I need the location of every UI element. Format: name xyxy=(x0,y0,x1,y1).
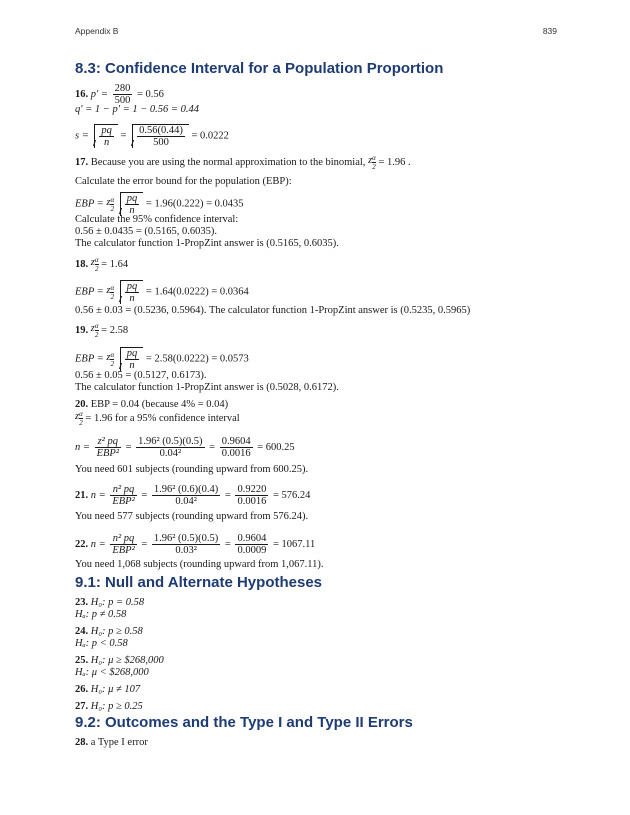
fraction xyxy=(125,193,140,216)
equation-rhs: = 576.24 xyxy=(272,489,311,501)
answer-19-ebp xyxy=(75,347,249,371)
answer-19-line-1 xyxy=(75,322,128,339)
numerator: 1.96² (0.5)(0.5) xyxy=(138,436,203,447)
numerator: n² pq xyxy=(110,484,136,496)
numerator: 280 xyxy=(114,83,131,94)
alpha-over-2 xyxy=(110,196,114,213)
section-heading-9-2: 9.2: Outcomes and the Type I and Type II Errors xyxy=(75,714,413,731)
alpha: α xyxy=(110,350,115,359)
answer-20-equation: n = $\frac{\text{z² pq}}{\text{EBP²}}$ = $\frac{\text{1.96² (0.5)(0.5)}}{\text{0.04²}}$ = $\frac{0.9604}{0.0016}$ = 600.25 xyxy=(75,436,295,459)
answer-16-line-1 xyxy=(75,83,164,106)
two: 2 xyxy=(110,292,115,301)
answer-19-line-3: The calculator function 1-PropZint answer is (0.5028, 0.6172). xyxy=(75,382,339,393)
equation-rhs: = 0.0222 xyxy=(191,130,229,142)
answer-22-equation: 22. n = $\frac{\text{n² pq}}{\text{EBP²}}$ = $\frac{\text{1.96² (0.5)(0.5)}}{\text{0.03²}}$ = $\frac{0.9604}{0.0009}$ = 1067.11 xyxy=(75,533,316,556)
fraction xyxy=(136,436,204,459)
denominator: EBP² xyxy=(96,448,119,459)
answer-number: 21. xyxy=(75,489,89,501)
fraction xyxy=(235,484,268,507)
two: 2 xyxy=(372,163,376,171)
answer-19-line-2: 0.56 ± 0.05 = (0.5127, 0.6173). xyxy=(75,370,207,381)
hypothesis-null: H₀: p ≥ 0.25 xyxy=(90,701,143,712)
fraction xyxy=(235,533,268,556)
answer-25-line-2: Hₐ: μ < $268,000 xyxy=(75,667,149,678)
page-number: 839 xyxy=(542,26,557,36)
answer-21-equation: 21. n = $\frac{\text{n² pq}}{\text{EBP²}}$ = $\frac{\text{1.96² (0.6)(0.4)}}{\text{0.04²}}$ = $\frac{0.9220}{0.0016}$ = 576.24 xyxy=(75,484,311,507)
two: 2 xyxy=(110,359,115,368)
hypothesis-null: H₀: p ≥ 0.58 xyxy=(90,626,143,637)
z-symbol: z xyxy=(90,323,95,334)
denominator: 0.0016 xyxy=(221,448,251,459)
numerator: pq xyxy=(101,125,112,136)
alpha-over-2 xyxy=(95,322,99,339)
answer-21-line-2: You need 577 subjects (rounding upward from 576.24). xyxy=(75,511,309,522)
hypothesis-null: H₀: p = 0.58 xyxy=(90,597,145,608)
equation-rhs: = 1067.11 xyxy=(272,538,316,550)
numerator: pq xyxy=(126,193,138,204)
two: 2 xyxy=(79,419,83,427)
answer-text: EBP = 0.04 (because 4% = 0.04) xyxy=(90,399,229,410)
denominator: n xyxy=(129,205,135,216)
alpha-over-2 xyxy=(110,284,114,301)
fraction xyxy=(110,484,136,507)
answer-23-line-2: Hₐ: p ≠ 0.58 xyxy=(75,609,127,620)
two: 2 xyxy=(110,204,115,213)
alpha: α xyxy=(110,283,115,292)
answer-17-line-4: 0.56 ± 0.0435 = (0.5165, 0.6035). xyxy=(75,226,218,237)
z-symbol: z xyxy=(90,257,95,268)
answer-17-ebp xyxy=(75,192,244,216)
section-heading-9-1: 9.1: Null and Alternate Hypotheses xyxy=(75,574,323,591)
equation-lhs: n = xyxy=(90,538,106,550)
z-alpha-half xyxy=(106,351,114,368)
fraction xyxy=(95,436,121,459)
z-alpha-half xyxy=(106,196,114,213)
z-symbol: z xyxy=(106,351,111,363)
fraction xyxy=(152,484,220,507)
z-symbol: z xyxy=(368,155,373,166)
z-symbol: z xyxy=(106,196,111,208)
alpha: α xyxy=(110,195,115,204)
numerator: 0.56(0.44) xyxy=(139,125,183,136)
z-alpha-half xyxy=(91,256,99,273)
fraction xyxy=(125,281,140,304)
alpha: α xyxy=(94,256,99,264)
denominator: n xyxy=(129,293,135,304)
square-root xyxy=(120,280,144,304)
numerator: 1.96² (0.5)(0.5) xyxy=(153,533,219,544)
answer-18-ebp xyxy=(75,280,249,304)
numerator: 0.9604 xyxy=(237,533,267,544)
answer-22-line-2: You need 1,068 subjects (rounding upward from 1,067.11). xyxy=(75,559,324,570)
answer-18-line-2: 0.56 ± 0.03 = (0.5236, 0.5964). The calculator function 1-PropZint answer is (0.5235, 0.5965) xyxy=(75,305,471,316)
answer-text: Because you are using the normal approximation to the binomial, xyxy=(90,156,366,168)
z-alpha-half xyxy=(91,322,99,339)
answer-23-line-1 xyxy=(75,597,144,609)
alpha-over-2 xyxy=(95,256,99,273)
equation-lhs: EBP = xyxy=(75,198,104,210)
equation-rhs: = 0.56 xyxy=(137,88,164,100)
answer-number: 16. xyxy=(75,88,89,100)
fraction xyxy=(220,436,253,459)
numerator: 0.9220 xyxy=(237,484,267,495)
equation-lhs: n = xyxy=(75,441,90,453)
answer-28-line-1 xyxy=(75,737,148,749)
square-root xyxy=(94,124,118,148)
z-alpha-half xyxy=(106,284,114,301)
equation-rhs: = 1.96(0.222) = 0.0435 xyxy=(145,198,244,210)
denominator: 500 xyxy=(153,137,169,148)
alpha-over-2 xyxy=(79,410,83,427)
numerator: pq xyxy=(126,281,138,292)
denominator: 500 xyxy=(114,95,131,106)
denominator: 0.03² xyxy=(175,545,197,556)
z-alpha-half xyxy=(368,154,376,171)
fraction xyxy=(99,125,114,148)
denominator: 0.04² xyxy=(175,496,197,507)
answer-number: 17. xyxy=(75,156,89,168)
alpha: α xyxy=(372,154,376,162)
answer-20-line-2 xyxy=(75,410,240,427)
answer-18-line-1 xyxy=(75,256,128,273)
answer-number: 20. xyxy=(75,399,89,410)
denominator: EBP² xyxy=(112,496,135,507)
equals: = xyxy=(120,130,127,142)
equation-rhs: = 1.64(0.0222) = 0.0364 xyxy=(145,286,249,298)
alpha-over-2 xyxy=(110,351,114,368)
numerator: 1.96² (0.6)(0.4) xyxy=(153,484,219,495)
answer-24-line-2: Hₐ: p < 0.58 xyxy=(75,638,128,649)
numerator: z² pq xyxy=(95,436,121,448)
fraction xyxy=(137,125,185,148)
fraction xyxy=(152,533,220,556)
denominator: n xyxy=(129,360,135,371)
z-symbol: z xyxy=(75,411,80,422)
fraction xyxy=(113,83,133,106)
z-symbol: z xyxy=(106,284,111,296)
alpha-over-2 xyxy=(372,154,376,171)
square-root xyxy=(132,124,189,148)
denominator: 0.04² xyxy=(159,448,182,459)
answer-27-line-1 xyxy=(75,701,143,713)
denominator: EBP² xyxy=(112,545,135,556)
answer-number: 18. xyxy=(75,258,89,270)
fraction xyxy=(125,348,140,371)
z-alpha-half xyxy=(75,410,83,427)
section-heading-8-3: 8.3: Confidence Interval for a Population Proportion xyxy=(75,60,444,77)
answer-number: 22. xyxy=(75,538,89,550)
square-root xyxy=(120,347,144,371)
answer-17-line-2: Calculate the error bound for the population (EBP): xyxy=(75,176,292,187)
fraction xyxy=(110,533,136,556)
denominator: 0.0016 xyxy=(237,496,267,507)
answer-number: 24. xyxy=(75,626,89,637)
answer-number: 25. xyxy=(75,655,89,666)
two: 2 xyxy=(94,265,99,273)
equation-lhs: p′ = xyxy=(90,88,109,100)
alpha: α xyxy=(94,322,99,330)
numerator: 0.9604 xyxy=(221,436,251,447)
answer-number: 27. xyxy=(75,701,89,712)
answer-number: 26. xyxy=(75,684,89,695)
hypothesis-null: H₀: μ ≠ 107 xyxy=(90,684,141,695)
answer-number: 19. xyxy=(75,324,89,336)
numerator: n² pq xyxy=(110,533,136,545)
answer-number: 23. xyxy=(75,597,89,608)
equation-lhs: EBP = xyxy=(75,286,104,298)
alpha: α xyxy=(79,410,83,418)
z-value: = 1.64 xyxy=(101,258,129,270)
denominator: 0.0009 xyxy=(237,545,267,556)
answer-16-line-3 xyxy=(75,124,229,148)
answer-17-line-5: The calculator function 1-PropZint answer is (0.5165, 0.6035). xyxy=(75,238,339,249)
answer-text: a Type I error xyxy=(90,737,148,748)
answer-20-line-3: You need 601 subjects (rounding upward from 600.25). xyxy=(75,464,309,475)
numerator: pq xyxy=(126,348,138,359)
answer-26-line-1 xyxy=(75,684,140,696)
equation-lhs: n = xyxy=(90,489,106,501)
z-value: = 1.96 for a 95% confidence interval xyxy=(85,412,240,424)
running-header-left: Appendix B xyxy=(75,26,119,36)
answer-17-line-3: Calculate the 95% confidence interval: xyxy=(75,214,239,225)
equation-rhs: = 2.58(0.0222) = 0.0573 xyxy=(145,353,249,365)
answer-24-line-1 xyxy=(75,626,143,638)
hypothesis-null: H₀: μ ≥ $268,000 xyxy=(90,655,164,666)
answer-16-line-2: q′ = 1 − p′ = 1 − 0.56 = 0.44 xyxy=(75,104,200,115)
denominator: n xyxy=(104,137,110,148)
two: 2 xyxy=(94,331,99,339)
z-value: = 1.96 . xyxy=(378,156,411,168)
equation-rhs: = 600.25 xyxy=(257,441,295,453)
square-root xyxy=(120,192,144,216)
z-value: = 2.58 xyxy=(101,324,129,336)
answer-25-line-1 xyxy=(75,655,164,667)
answer-17-line-1 xyxy=(75,154,411,171)
equation-lhs: s = xyxy=(75,130,89,142)
equation-lhs: EBP = xyxy=(75,353,104,365)
answer-number: 28. xyxy=(75,737,89,748)
